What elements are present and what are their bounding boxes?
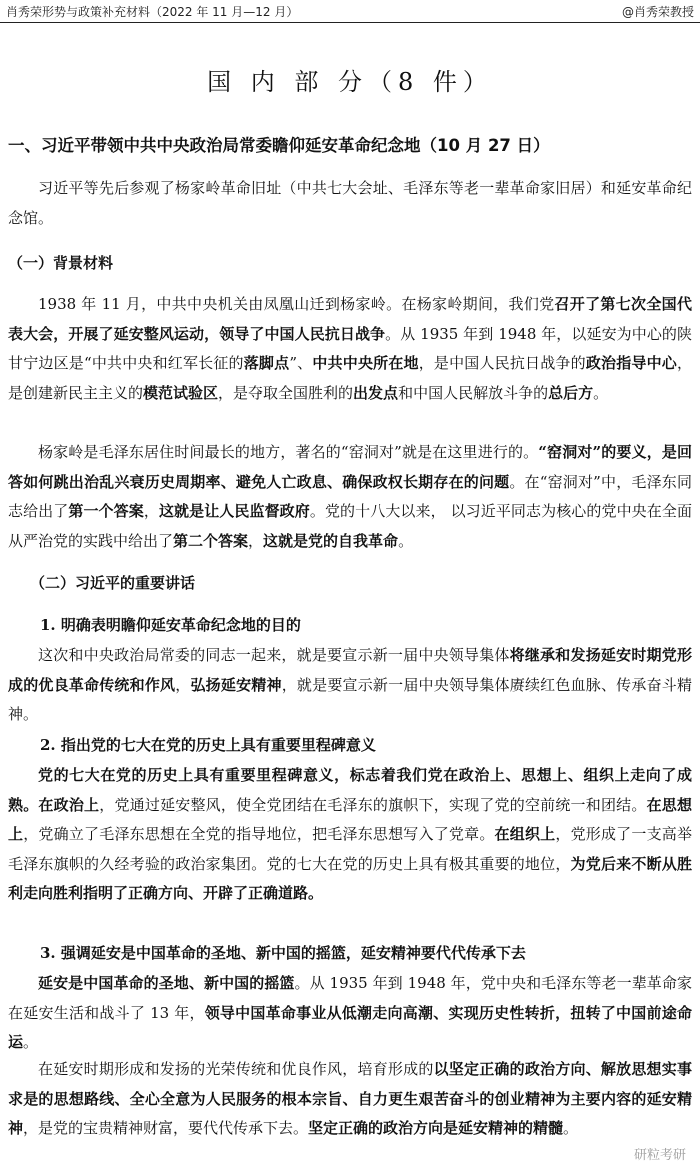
speech-paragraph-3b: [8, 1055, 692, 1144]
text-run: 召开了第七次全国代表大会，开展了延安整风运动，领导了中国人民抗日战争: [8, 295, 692, 343]
page-header: [0, 0, 700, 23]
speech-paragraph-1: [8, 641, 692, 730]
text-run: ，是中国人民抗日战争的: [418, 354, 586, 372]
text-run: ，就是要宣示新一届中央领导集体赓续红色血脉、传承奋斗精神。: [8, 675, 692, 723]
text-run: 模范试验区: [143, 383, 219, 402]
text-run: 在延安时期形成和发扬的光荣传统和优良作风，培育形成的: [38, 1060, 434, 1078]
text-run: 。: [593, 383, 609, 402]
text-run: 弘扬延安精神: [190, 675, 282, 694]
text-run: 标志着我们党在政治上、思想上、组织上走向了成熟。: [8, 766, 692, 814]
text-run: 党的七大在党的历史上具有重要里程碑意义，: [38, 766, 350, 784]
speech-heading: （二）习近平的重要讲话: [30, 574, 196, 592]
text-run: ，党确立了毛泽东思想在全党的指导地位，把毛泽东思想写入了党章。: [23, 825, 495, 843]
text-run: 在政治上: [38, 795, 100, 814]
text-run: 。从 1935 年到 1948 年，以延安为中心的陕甘宁边区是“中共中央和红军长征的: [8, 324, 692, 372]
intro-paragraph: 习近平等先后参观了杨家岭革命旧址（中共七大会址、毛泽东等老一辈革命家旧居）和延安革命纪念馆。: [8, 179, 692, 227]
speech-subheading-3: 3. 强调延安是中国革命的圣地、新中国的摇篮，延安精神要代代传承下去: [40, 944, 526, 962]
speech-subheading-1: 1. 明确表明瞻仰延安革命纪念地的目的: [40, 616, 301, 634]
speech-paragraph-2: [8, 761, 692, 909]
text-run: 在思想上: [8, 795, 692, 843]
header-right-text: @肖秀荣教授: [621, 5, 694, 19]
text-run: ”、: [289, 354, 313, 372]
header-left-text: 肖秀荣形势与政策补充材料（2022 年 11 月—12 月）: [6, 5, 299, 19]
text-run: 和中国人民解放斗争的: [398, 383, 549, 402]
text-run: 在组织上: [494, 825, 556, 843]
text-run: ，: [248, 531, 264, 550]
watermark-text: 研粒考研: [630, 1143, 690, 1164]
text-run: 杨家岭是毛泽东居住时间最长的地方，著名的“窑洞对”就是在这里进行的。: [38, 443, 539, 461]
text-run: 。: [398, 531, 414, 550]
text-run: 出发点: [353, 383, 399, 402]
text-run: ，: [175, 675, 191, 694]
text-run: 。党的十八大以来， 以习近平同志为核心的党中央在全面从严治党的实践中给出了: [8, 502, 692, 550]
text-run: 落脚点: [243, 354, 290, 372]
background-paragraph-2: [8, 438, 692, 556]
text-run: 这就是党的自我革命: [263, 531, 399, 550]
text-run: 。从 1935 年到 1948 年，党中央和毛泽东等老一辈革命家在延安生活和战斗了 13 年，: [8, 974, 692, 1022]
background-paragraph-1: [8, 290, 692, 408]
text-run: 将继承和发扬延安时期党形成的优良革命传统和作风: [8, 646, 692, 694]
text-run: 中共中央所在地: [312, 354, 419, 372]
page-title: 国 内 部 分（8 件）: [207, 68, 493, 96]
text-run: ，是创建新民主主义的: [8, 354, 692, 402]
text-run: 第二个答案: [173, 531, 249, 550]
text-run: 总后方: [548, 383, 594, 402]
speech-paragraph-3a: [8, 969, 692, 1058]
text-run: 这次和中央政治局常委的同志一起来，就是要宣示新一届中央领导集体: [38, 646, 510, 664]
text-run: 。: [23, 1033, 39, 1051]
text-run: 。在“窑洞对”中，毛泽东同志给出了: [8, 472, 692, 520]
text-run: ，是党的宝贵精神财富，要代代传承下去。: [23, 1119, 309, 1137]
text-run: ，党形成了一支高举毛泽东旗帜的久经考验的政治家集团。党的七大在党的历史上具有极其重要的地位，: [8, 825, 692, 873]
text-run: 以坚定正确的政治方向、解放思想实事求是的思想路线、全心全意为人民服务的根本宗旨、自力更生艰苦奋斗的创业精神为主要内容的延安精神: [8, 1060, 692, 1137]
text-run: ，是夺取全国胜利的: [218, 383, 354, 402]
text-run: 领导中国革命事业从低潮走向高潮、实现历史性转折，扭转了中国前途命运: [8, 1003, 692, 1051]
text-run: 。: [563, 1119, 579, 1137]
text-run: 1938 年 11 月，中共中央机关由凤凰山迁到杨家岭。在杨家岭期间，我们党: [38, 295, 555, 313]
text-run: “窑洞对”的要义，是回答如何跳出治乱兴衰历史周期率、避免人亡政息、确保政权长期存在的问题: [8, 443, 692, 491]
text-run: ，党通过延安整风，使全党团结在毛泽东的旗帜下，实现了党的空前统一和团结。: [99, 795, 647, 814]
text-run: 政治指导中心: [585, 354, 677, 372]
background-heading: （一）背景材料: [8, 254, 114, 272]
speech-subheading-2: 2. 指出党的七大在党的历史上具有重要里程碑意义: [40, 736, 376, 754]
text-run: ，: [143, 502, 159, 520]
text-run: 延安是中国革命的圣地、新中国的摇篮: [38, 974, 295, 992]
text-run: 这就是让人民监督政府: [158, 502, 310, 520]
text-run: 第一个答案: [68, 502, 144, 520]
section-heading: 一、习近平带领中共中央政治局常委瞻仰延安革命纪念地（10 月 27 日）: [8, 136, 550, 155]
text-run: 为党后来不断从胜利走向胜利指明了正确方向、开辟了正确道路。: [8, 854, 692, 902]
text-run: 坚定正确的政治方向是延安精神的精髓: [308, 1119, 564, 1137]
